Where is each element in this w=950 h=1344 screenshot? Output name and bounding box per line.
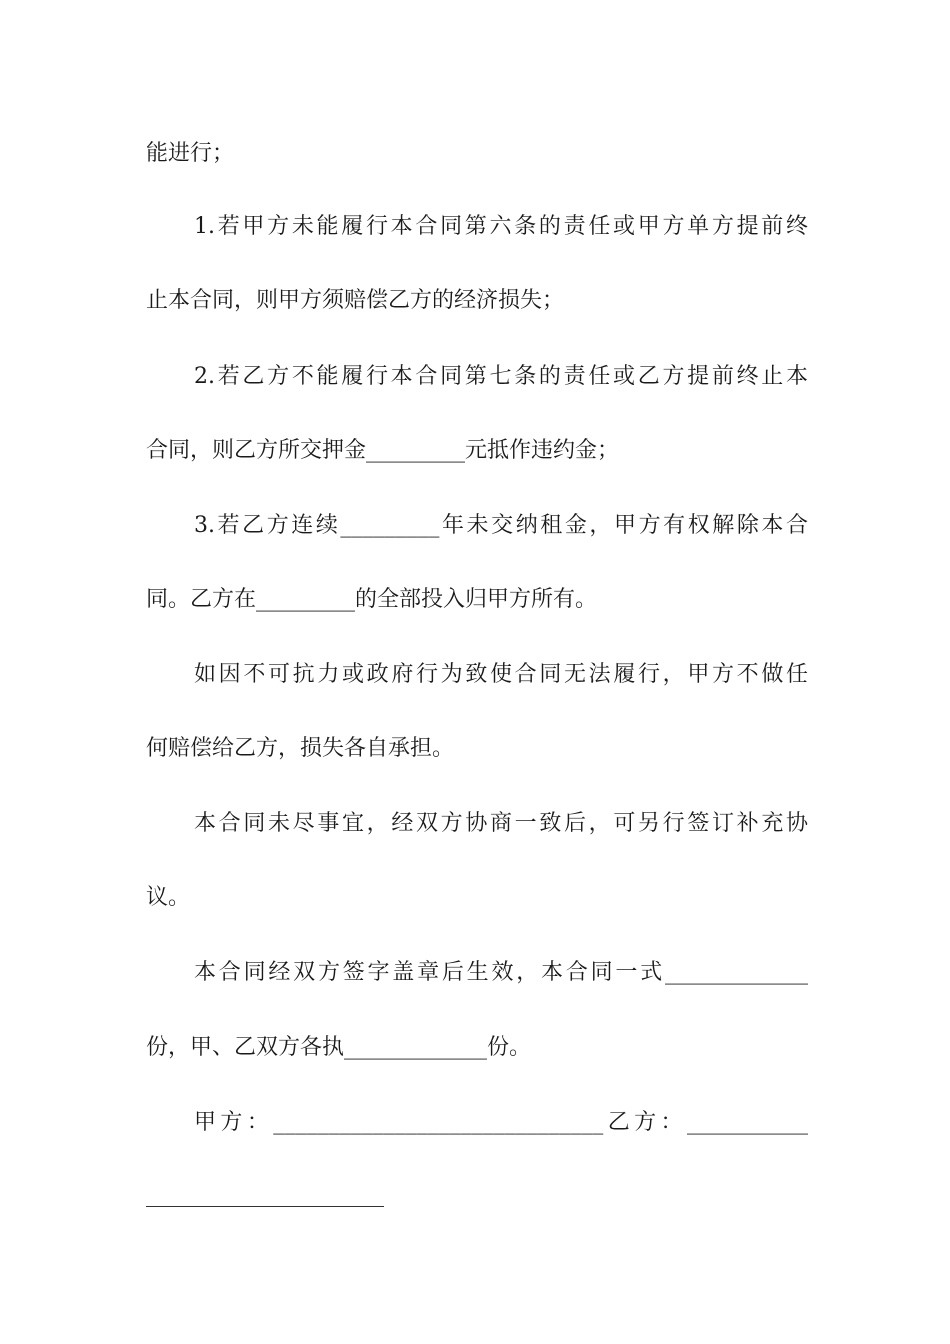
text-line: 如因不可抗力或政府行为致使合同无法履行，甲方不做任 bbox=[194, 662, 808, 687]
text-line: 份，甲、乙双方各执_____________份。 bbox=[146, 1035, 532, 1060]
text-line: 能进行； bbox=[146, 141, 235, 166]
text-line: 2.若乙方不能履行本合同第七条的责任或乙方提前终止本 bbox=[194, 364, 808, 389]
text-line: 本合同经双方签字盖章后生效，本合同一式_____________ bbox=[194, 960, 808, 985]
text-line: 3.若乙方连续_________年未交纳租金，甲方有权解除本合 bbox=[194, 513, 808, 538]
text-line: 合同，则乙方所交押金_________元抵作违约金； bbox=[146, 438, 620, 463]
text-line: 止本合同，则甲方须赔偿乙方的经济损失； bbox=[146, 288, 565, 313]
text-line: 何赔偿给乙方，损失各自承担。 bbox=[146, 736, 455, 761]
signature-line: 甲方：______________________________乙方：___________ bbox=[194, 1110, 808, 1135]
text-line: 议。 bbox=[146, 885, 191, 910]
text-line: 1.若甲方未能履行本合同第六条的责任或甲方单方提前终 bbox=[194, 214, 808, 239]
signature-blank-rule bbox=[146, 1206, 384, 1207]
text-line: 同。乙方在_________的全部投入归甲方所有。 bbox=[146, 587, 598, 612]
text-line: 本合同未尽事宜，经双方协商一致后，可另行签订补充协 bbox=[194, 811, 808, 836]
